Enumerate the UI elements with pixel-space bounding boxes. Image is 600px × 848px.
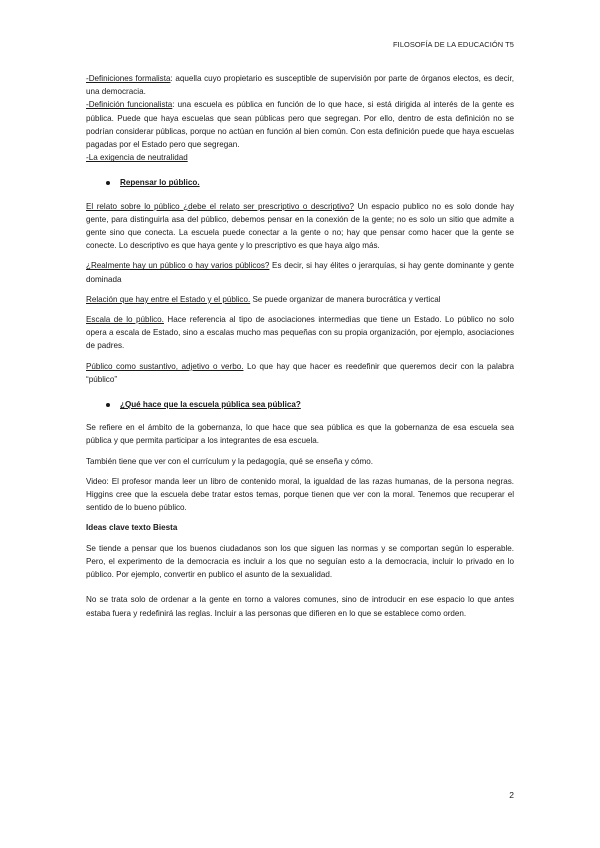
document-body	[86, 72, 514, 620]
paragraph-sustantivo	[86, 360, 514, 386]
term-escala: Escala de lo público.	[86, 315, 164, 325]
text-formalista: : aquella cuyo propietario es susceptible de supervisión por parte de órganos electos, es decir, una democracia.	[86, 74, 514, 97]
text-funcionalista: : una escuela es pública en función de lo que hace, si está dirigida al interés de la gente es pública. Puede que haya escuelas que sean públicas pero que segregan. Por ello, dentro de esta definición no se podrían considerar públicas, porque no actúan en función al bien común. Con esta definición puede que haya escuelas pagadas por el Estado pero que segregan.	[86, 100, 514, 150]
paragraph-relato	[86, 200, 514, 253]
text-varios-publicos: Es decir, si hay élites o jerarquías, si hay gente dominante y gente dominada	[86, 261, 514, 284]
paragraph-neutralidad: -La exigencia de neutralidad	[86, 153, 188, 163]
page-number: 2	[509, 790, 514, 800]
section-heading-escuela-publica	[86, 398, 514, 411]
term-funcionalista: -Definición funcionalista	[86, 100, 173, 110]
term-varios-publicos: ¿Realmente hay un público o hay varios públicos?	[86, 261, 270, 271]
bullet-icon	[106, 403, 110, 407]
text-escala: Hace referencia al tipo de asociaciones intermedias que tiene un Estado. Lo público no solo opera a escala de Estado, sino a escalas mucho mas pequeñas con su propia organización, por ejemplo, asociaciones de padres.	[86, 315, 514, 351]
bullet-icon	[106, 181, 110, 185]
term-sustantivo: Público como sustantivo, adjetivo o verbo.	[86, 361, 244, 371]
paragraph-video: Video: El profesor manda leer un libro de contenido moral, la igualdad de las razas humanas, de la persona negras. Higgins cree que la escuela debe tratar estos temas, porque tienen que ver con la moral. Tenemos que recuperar el sentido de lo bueno público.	[86, 476, 514, 513]
term-formalista: -Definiciones formalista	[86, 74, 171, 83]
paragraph-definicion-formalista	[86, 72, 514, 98]
paragraph-escala	[86, 313, 514, 353]
heading-escuela-publica-text: ¿Qué hace que la escuela pública sea pública?	[120, 400, 301, 410]
page-header: FILOSOFÍA DE LA EDUCACIÓN T5	[393, 40, 514, 49]
paragraph-ordenar-gente: No se trata solo de ordenar a la gente en torno a valores comunes, sino de introducir en ese espacio lo que antes estaba fuera y redefinirá las reglas. Incluir a las personas que difieren en lo que se establece como orden.	[86, 595, 514, 618]
heading-ideas-biesta: Ideas clave texto Biesta	[86, 523, 178, 533]
heading-repensar-text: Repensar lo público.	[120, 178, 200, 188]
paragraph-buenos-ciudadanos: Se tiende a pensar que los buenos ciudadanos son los que siguen las normas y se comportan según lo esperable. Pero, el experimento de la democracia es incluir a los que no seguían esto a la democracia, incluir lo privado en lo público. Por ejemplo, convertir en publico el asunto de la sexualidad.	[86, 543, 514, 580]
text-sustantivo: Lo que hay que hacer es reedefinir que queremos decir con la palabra “público”	[86, 361, 515, 384]
term-relacion-estado: Relación que hay entre el Estado y el público.	[86, 294, 251, 304]
section-heading-repensar	[86, 176, 514, 189]
paragraph-varios-publicos	[86, 259, 514, 285]
paragraph-definicion-funcionalista	[86, 98, 514, 151]
text-relato: Un espacio publico no es solo donde hay gente, para distinguirla asa del público, debemos pensar en la conexión de la gente; no es solo un sitio que admite a gente sino que conecta. La escuela puede conectar a la gente o no; hay que pensar como hacer que la gente se conecte. Lo descriptivo es que haya gente y lo prescriptivo es que haya algo más.	[86, 201, 514, 251]
paragraph-curriculum: También tiene que ver con el currículum y la pedagogía, qué se enseña y cómo.	[86, 456, 374, 466]
term-relato: El relato sobre lo público ¿debe el relato ser prescriptivo o descriptivo?	[86, 201, 355, 211]
paragraph-relacion-estado	[86, 293, 514, 306]
paragraph-gobernanza: Se refiere en el ámbito de la gobernanza, lo que hace que sea pública es que la gobernanza de esa escuela sea pública y que permita participar a los integrantes de esa escuela.	[86, 423, 514, 446]
text-relacion-estado: Se puede organizar de manera burocrática y vertical	[250, 294, 441, 304]
